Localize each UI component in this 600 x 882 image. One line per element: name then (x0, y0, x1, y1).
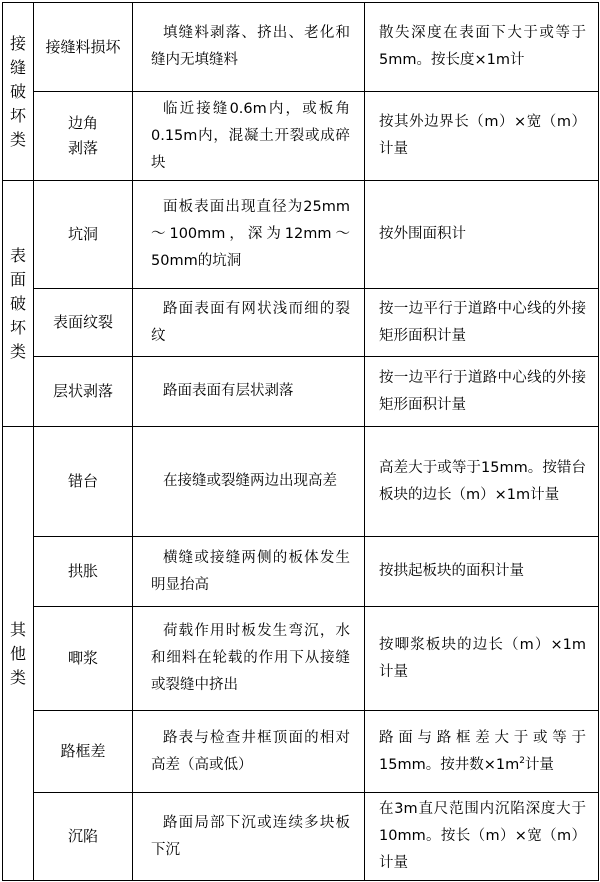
distress-name-cell (34, 711, 133, 793)
measure-cell (365, 357, 599, 427)
measure-text: 按唧浆板块的边长（m）×1m计量 (379, 636, 586, 680)
distress-table (2, 2, 599, 881)
measure-text: 按一边平行于道路中心线的外接矩形面积计量 (379, 369, 586, 413)
description-cell (133, 3, 365, 92)
category-cell (3, 181, 34, 427)
distress-name: 路框差 (60, 742, 106, 760)
table-row (3, 607, 599, 711)
table-row (3, 537, 599, 607)
distress-name-cell (34, 427, 133, 537)
distress-name: 层状剥落 (52, 382, 113, 400)
measure-text: 在3m直尺范围内沉陷深度大于10mm。按长（m）×宽（m）计量 (379, 801, 586, 871)
distress-name-cell (34, 793, 133, 881)
distress-name-cell (34, 92, 133, 181)
measure-cell (365, 427, 599, 537)
category-cell (3, 427, 34, 881)
measure-text-tail: 计量 (524, 756, 554, 773)
table-row (3, 793, 599, 881)
distress-name: 表面纹裂 (52, 313, 113, 331)
description-text: 路面表面有层状剥落 (163, 383, 294, 399)
description-text: 临近接缝0.6m内，或板角0.15m内，混凝土开裂或成碎块 (151, 100, 350, 171)
distress-name-cell (34, 607, 133, 711)
distress-name-cell (34, 537, 133, 607)
distress-name: 唧浆 (67, 649, 98, 667)
description-text: 在接缝或裂缝两边出现高差 (163, 473, 337, 489)
measure-cell (365, 793, 599, 881)
measure-superscript: 2 (519, 755, 525, 766)
category-label: 接缝破坏类 (9, 33, 26, 149)
description-cell (133, 92, 365, 181)
description-text: 横缝或接缝两侧的板体发生明显抬高 (151, 549, 350, 593)
distress-name-cell (34, 357, 133, 427)
measure-text: 按外围面积计 (379, 226, 466, 242)
table-row (3, 427, 599, 537)
measure-cell (365, 289, 599, 357)
distress-name: 边角剥落 (67, 114, 98, 157)
category-label: 其他类 (9, 619, 26, 687)
measure-text: 按一边平行于道路中心线的外接矩形面积计量 (379, 300, 586, 344)
description-cell (133, 793, 365, 881)
table-row (3, 92, 599, 181)
table-row (3, 3, 599, 92)
distress-name: 接缝料损坏 (45, 37, 121, 56)
distress-name-cell (34, 181, 133, 289)
distress-name-cell (34, 3, 133, 92)
description-text: 路表与检查井框顶面的相对高差（高或低） (151, 729, 350, 773)
table-row (3, 711, 599, 793)
description-cell (133, 357, 365, 427)
description-cell (133, 427, 365, 537)
measure-cell (365, 181, 599, 289)
description-cell (133, 711, 365, 793)
measure-text: 路面与路框差大于或等于15mm。按井数×1m (379, 729, 586, 773)
measure-text: 高差大于或等于15mm。按错台板块的边长（m）×1m计量 (379, 459, 586, 503)
distress-name: 沉陷 (67, 827, 98, 845)
measure-cell (365, 537, 599, 607)
description-text: 荷载作用时板发生弯沉，水和细料在轮载的作用下从接缝或裂缝中挤出 (151, 623, 350, 693)
description-text: 路面表面有网状浅而细的裂纹 (151, 300, 350, 344)
description-cell (133, 289, 365, 357)
measure-text: 散失深度在表面下大于或等于5mm。按长度×1m计 (379, 25, 586, 68)
measure-text: 按其外边界长（m）×宽（m）计量 (379, 114, 586, 157)
description-cell (133, 181, 365, 289)
distress-name: 坑洞 (67, 225, 98, 243)
description-cell (133, 537, 365, 607)
measure-text: 按拱起板块的面积计量 (379, 563, 524, 579)
measure-cell (365, 92, 599, 181)
distress-name-cell (34, 289, 133, 357)
measure-cell (365, 607, 599, 711)
table-row (3, 289, 599, 357)
measure-cell (365, 3, 599, 92)
table-row (3, 181, 599, 289)
category-label: 表面破坏类 (9, 245, 26, 361)
distress-name: 拱胀 (67, 562, 98, 580)
description-text: 面板表面出现直径为25mm～100mm，深为12mm～50mm的坑洞 (151, 199, 350, 269)
description-cell (133, 607, 365, 711)
description-text: 路面局部下沉或连续多块板下沉 (151, 814, 350, 858)
table-row (3, 357, 599, 427)
distress-name: 错台 (67, 472, 98, 490)
measure-cell (365, 711, 599, 793)
category-cell (3, 3, 34, 181)
description-text: 填缝料剥落、挤出、老化和缝内无填缝料 (151, 25, 350, 68)
